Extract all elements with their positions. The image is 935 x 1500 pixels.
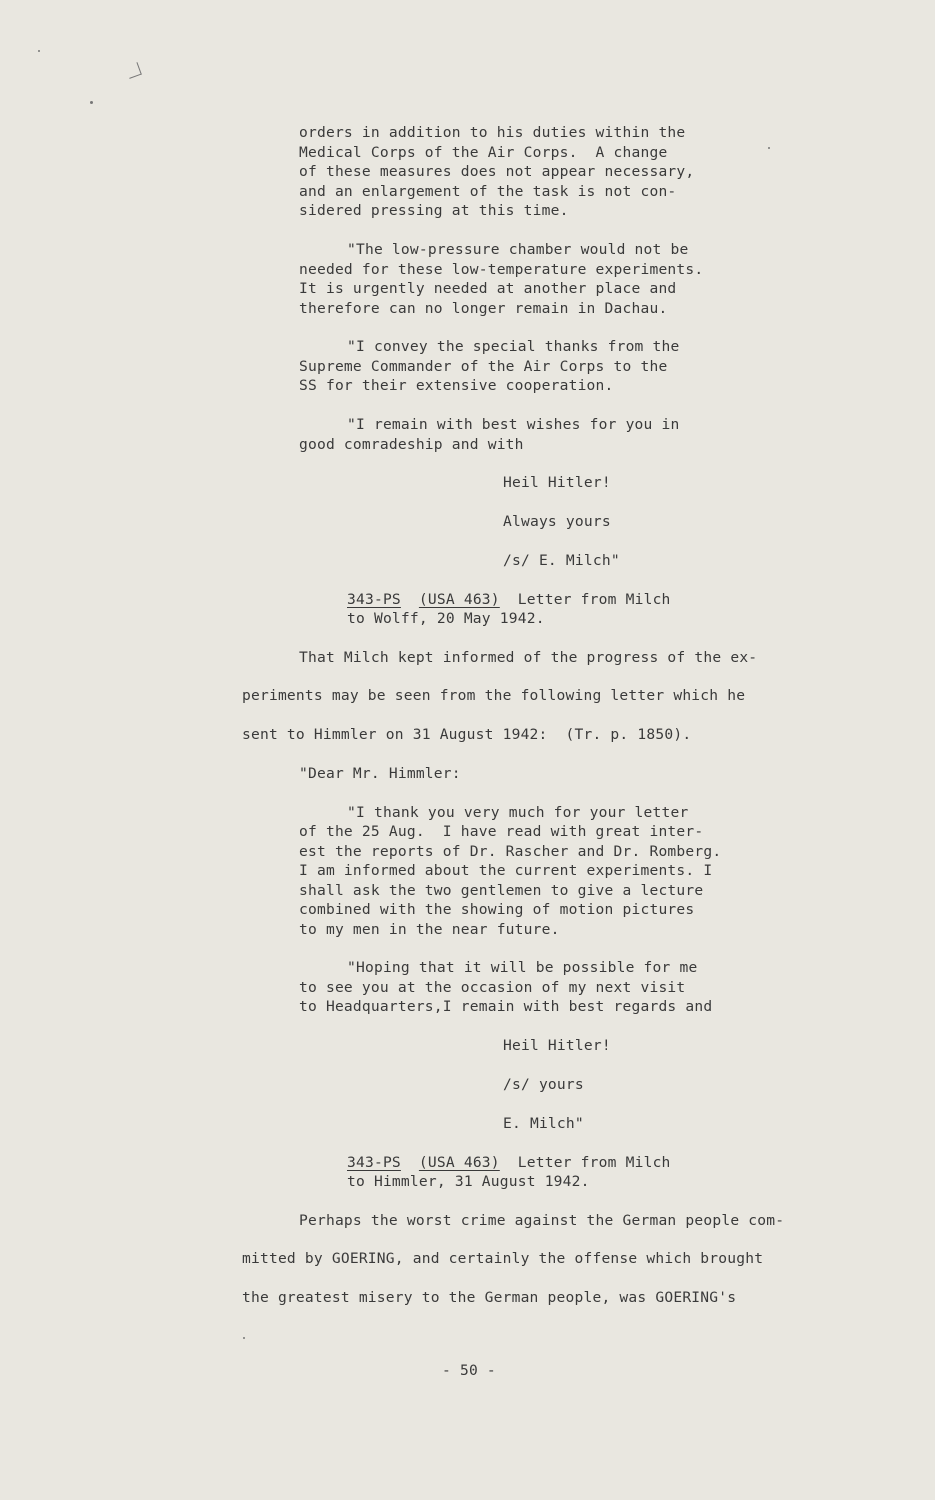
closing-line: /s/ yours (503, 1076, 584, 1093)
citation-description: Letter from Milch (517, 1154, 671, 1171)
signature-line: /s/ E. Milch" (503, 552, 620, 569)
text-line: periments may be seen from the following letter which he (242, 687, 746, 704)
scan-speck (38, 50, 40, 52)
page-number: - 50 - (442, 1362, 496, 1379)
citation-description: Letter from Milch (517, 591, 671, 608)
text-line: shall ask the two gentlemen to give a lecture (299, 882, 704, 899)
text-line: orders in addition to his duties within the (299, 124, 686, 141)
text-line: and an enlargement of the task is not con- (299, 183, 677, 200)
exhibit-code: 343-PS (347, 591, 401, 608)
text-line: sent to Himmler on 31 August 1942: (Tr. p. 1850). (242, 726, 692, 743)
citation-line: to Wolff, 20 May 1942. (347, 610, 545, 627)
text-line: Perhaps the worst crime against the German people com- (299, 1212, 785, 1229)
text-line: I am informed about the current experiments. I (299, 862, 713, 879)
text-line: to my men in the near future. (299, 921, 560, 938)
text-line: est the reports of Dr. Rascher and Dr. Romberg. (299, 843, 722, 860)
text-line: "I convey the special thanks from the (347, 338, 680, 355)
text-line: therefore can no longer remain in Dachau. (299, 300, 668, 317)
closing-line: Heil Hitler! (503, 474, 611, 491)
text-line: needed for these low-temperature experiments. (299, 261, 704, 278)
text-line: to see you at the occasion of my next visit (299, 979, 686, 996)
scan-speck (243, 1337, 245, 1339)
scan-speck (768, 147, 770, 149)
text-line: Supreme Commander of the Air Corps to the (299, 358, 668, 375)
text-line: SS for their extensive cooperation. (299, 377, 614, 394)
text-line: It is urgently needed at another place and (299, 280, 677, 297)
text-line: Medical Corps of the Air Corps. A change (299, 144, 668, 161)
scan-mark (125, 62, 142, 79)
text-line: That Milch kept informed of the progress of the ex- (299, 649, 758, 666)
exhibit-number: (USA 463) (418, 591, 500, 608)
text-line: sidered pressing at this time. (299, 202, 569, 219)
text-line: of the 25 Aug. I have read with great inter- (299, 823, 704, 840)
text-line: "The low-pressure chamber would not be (347, 241, 689, 258)
text-line: "I remain with best wishes for you in (347, 416, 680, 433)
citation-line: to Himmler, 31 August 1942. (347, 1173, 590, 1190)
text-line: "I thank you very much for your letter (347, 804, 689, 821)
text-line: of these measures does not appear necessary, (299, 163, 695, 180)
letter2-salutation: "Dear Mr. Himmler: (299, 765, 461, 782)
exhibit-number: (USA 463) (418, 1154, 500, 1171)
closing-line: Heil Hitler! (503, 1037, 611, 1054)
text-line: "Hoping that it will be possible for me (347, 959, 698, 976)
text-line: mitted by GOERING, and certainly the offense which brought (242, 1250, 764, 1267)
exhibit-code: 343-PS (347, 1154, 401, 1171)
closing-line: Always yours (503, 513, 611, 530)
citation-line (347, 590, 671, 610)
text-line: combined with the showing of motion pictures (299, 901, 695, 918)
signature-line: E. Milch" (503, 1115, 584, 1132)
text-line: good comradeship and with (299, 436, 524, 453)
scan-speck (90, 101, 93, 104)
text-line: to Headquarters,I remain with best regards and (299, 998, 713, 1015)
text-line: the greatest misery to the German people, was GOERING's (242, 1289, 737, 1306)
citation-line (347, 1153, 671, 1173)
